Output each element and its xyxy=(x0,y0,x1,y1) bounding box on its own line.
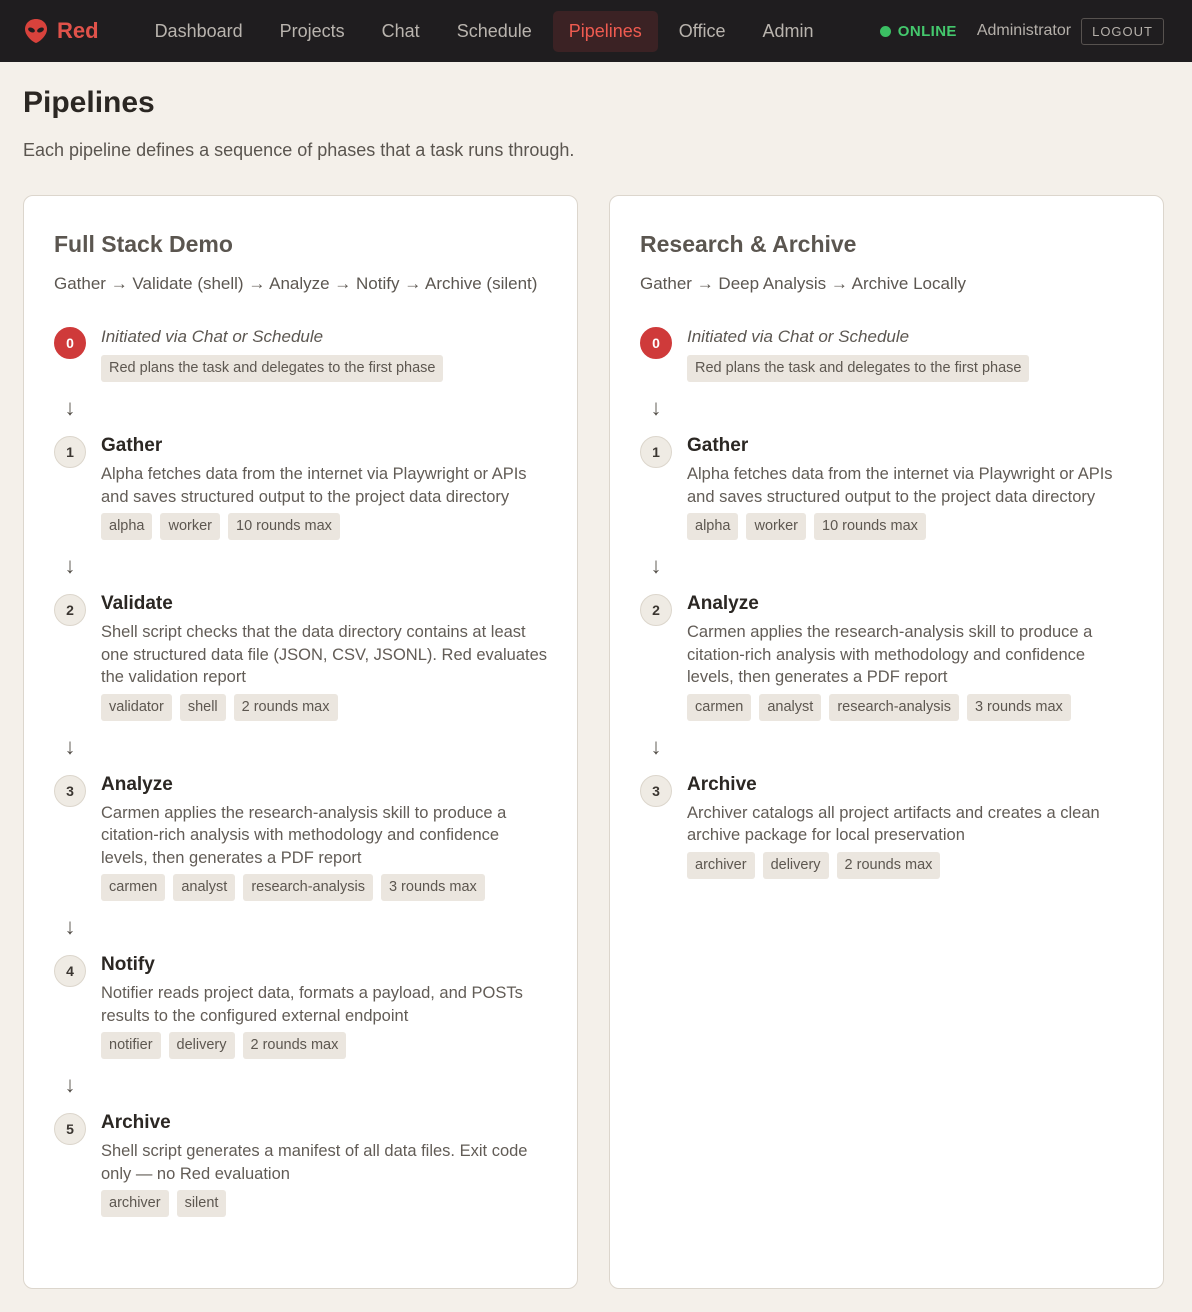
phase-tag: worker xyxy=(746,513,806,540)
arrow-down-icon: ↓ xyxy=(64,1072,76,1097)
phase-description: Archiver catalogs all project artifacts and creates a clean archive package for local preservation xyxy=(687,803,1100,844)
phase-notify xyxy=(54,953,547,1059)
phase-start xyxy=(640,325,1133,382)
phase-tag: 2 rounds max xyxy=(837,852,941,879)
nav-item-schedule[interactable]: Schedule xyxy=(456,20,532,41)
arrow-down-icon: ↓ xyxy=(64,395,76,420)
phase-body xyxy=(101,592,547,721)
topbar-right xyxy=(880,18,1164,45)
phase-body xyxy=(687,325,1133,382)
phase-tags xyxy=(101,1032,547,1059)
phase-number-badge: 5 xyxy=(54,1113,86,1145)
phase-name: Notify xyxy=(101,954,155,975)
pipeline-card xyxy=(23,195,578,1289)
arrow-down-icon: ↓ xyxy=(64,553,76,578)
phase-body xyxy=(101,773,547,902)
phase-number-badge: 1 xyxy=(640,436,672,468)
nav-item-office[interactable]: Office xyxy=(678,20,726,41)
connection-status xyxy=(880,23,957,40)
pipeline-title: Full Stack Demo xyxy=(54,231,233,257)
phase-tag: analyst xyxy=(173,874,235,901)
pipeline-flow-summary: Gather → Deep Analysis → Archive Locally xyxy=(640,274,966,293)
phase-description: Shell script checks that the data directory contains at least one structured data file (JSON, CSV, JSONL). Red evaluates the validation report xyxy=(101,623,548,686)
phase-tag: carmen xyxy=(687,694,751,721)
phase-name: Analyze xyxy=(101,773,173,795)
phase-body xyxy=(101,1111,547,1217)
phase-tag: notifier xyxy=(101,1032,161,1059)
pipeline-cards xyxy=(23,195,1169,1289)
phase-tag: carmen xyxy=(101,874,165,901)
phase-list xyxy=(640,325,1133,879)
pipeline-title: Research & Archive xyxy=(640,231,857,257)
phase-tag: 3 rounds max xyxy=(381,874,485,901)
phase-tag: Red plans the task and delegates to the first phase xyxy=(687,355,1029,382)
phase-description: Alpha fetches data from the internet via Playwright or APIs and saves structured output to the project data directory xyxy=(101,465,527,506)
phase-tags xyxy=(687,852,1133,879)
logout-button[interactable]: LOGOUT xyxy=(1081,18,1164,45)
phase-tags xyxy=(101,355,547,382)
phase-tag: archiver xyxy=(687,852,755,879)
phase-number-badge: 3 xyxy=(640,775,672,807)
phase-tag: delivery xyxy=(763,852,829,879)
phase-number-badge: 2 xyxy=(54,594,86,626)
phase-number-badge: 2 xyxy=(640,594,672,626)
phase-number-badge: 1 xyxy=(54,436,86,468)
phase-tags xyxy=(687,513,1133,540)
arrow-down-icon: ↓ xyxy=(650,733,662,759)
phase-analyze xyxy=(640,592,1133,721)
phase-tag: shell xyxy=(180,694,226,721)
nav-item-pipelines[interactable]: Pipelines xyxy=(553,11,658,52)
phase-body xyxy=(687,434,1133,540)
phase-tag: validator xyxy=(101,694,172,721)
phase-name: Gather xyxy=(101,435,163,456)
alien-head-icon xyxy=(24,18,48,44)
brand-name: Red xyxy=(57,18,99,43)
phase-tags xyxy=(101,874,547,901)
phase-description: Shell script generates a manifest of all data files. Exit code only — no Red evaluation xyxy=(101,1142,528,1183)
pipeline-card xyxy=(609,195,1164,1289)
phase-tag: analyst xyxy=(759,694,821,721)
phase-tag: 10 rounds max xyxy=(228,513,340,540)
phase-number-badge: 0 xyxy=(54,327,86,359)
phase-number-badge: 0 xyxy=(640,327,672,359)
phase-analyze xyxy=(54,773,547,902)
phase-body xyxy=(101,434,547,540)
user-name: Administrator xyxy=(976,22,1072,39)
phase-description: Notifier reads project data, formats a payload, and POSTs results to the configured external endpoint xyxy=(101,984,523,1025)
phase-description: Alpha fetches data from the internet via Playwright or APIs and saves structured output to the project data directory xyxy=(687,465,1113,506)
phase-tag: alpha xyxy=(101,513,152,540)
status-label: ONLINE xyxy=(897,22,957,40)
phase-archive xyxy=(640,773,1133,879)
pipeline-flow-summary: Gather → Validate (shell) → Analyze → Notify → Archive (silent) xyxy=(54,274,538,293)
arrow-down-icon: ↓ xyxy=(64,914,76,939)
phase-tag: delivery xyxy=(169,1032,235,1059)
arrow-down-icon: ↓ xyxy=(650,553,662,578)
phase-name: Gather xyxy=(687,435,749,456)
top-navigation-bar xyxy=(0,0,1192,62)
phase-trigger-label: Initiated via Chat or Schedule xyxy=(687,327,910,346)
phase-tag: alpha xyxy=(687,513,738,540)
phase-tags xyxy=(687,694,1133,721)
phase-tag: 3 rounds max xyxy=(967,694,1071,721)
phase-tags xyxy=(687,355,1133,382)
nav-item-projects[interactable]: Projects xyxy=(279,20,345,41)
phase-tag: 10 rounds max xyxy=(814,513,926,540)
phase-description: Carmen applies the research-analysis skill to produce a citation-rich analysis with methodology and confidence levels, then generates a PDF report xyxy=(101,803,507,867)
phase-start xyxy=(54,325,547,382)
nav-item-chat[interactable]: Chat xyxy=(381,20,420,41)
phase-name: Validate xyxy=(101,593,173,614)
phase-body xyxy=(101,325,547,382)
arrow-down-icon: ↓ xyxy=(650,395,662,420)
phase-name: Archive xyxy=(101,1112,171,1133)
phase-gather xyxy=(640,434,1133,540)
phase-body xyxy=(101,953,547,1059)
phase-tags xyxy=(101,513,547,540)
arrow-down-icon: ↓ xyxy=(64,733,76,759)
phase-tag: Red plans the task and delegates to the first phase xyxy=(101,355,443,382)
page-title: Pipelines xyxy=(23,86,155,119)
phase-number-badge: 3 xyxy=(54,775,86,807)
phase-number-badge: 4 xyxy=(54,955,86,987)
nav-item-admin[interactable]: Admin xyxy=(762,20,814,41)
phase-tag: silent xyxy=(177,1190,227,1217)
phase-gather xyxy=(54,434,547,540)
phase-tag: 2 rounds max xyxy=(234,694,338,721)
phase-tag: worker xyxy=(160,513,220,540)
status-dot-icon xyxy=(880,26,891,37)
phase-validate xyxy=(54,592,547,721)
phase-name: Analyze xyxy=(687,593,759,614)
phase-tag: archiver xyxy=(101,1190,169,1217)
phase-tag: research-analysis xyxy=(829,694,959,721)
phase-archive xyxy=(54,1111,547,1217)
phase-tags xyxy=(101,694,547,721)
phase-body xyxy=(687,773,1133,879)
main-nav xyxy=(139,11,830,52)
page-content xyxy=(0,86,1192,1289)
phase-tags xyxy=(101,1190,547,1217)
phase-list xyxy=(54,325,547,1217)
phase-name: Archive xyxy=(687,773,757,795)
phase-description: Carmen applies the research-analysis skill to produce a citation-rich analysis with methodology and confidence levels, then generates a PDF report xyxy=(687,623,1093,686)
phase-body xyxy=(687,592,1133,721)
phase-tag: research-analysis xyxy=(243,874,373,901)
phase-tag: 2 rounds max xyxy=(243,1032,347,1059)
brand-logo[interactable] xyxy=(24,18,99,44)
phase-trigger-label: Initiated via Chat or Schedule xyxy=(101,327,324,346)
nav-item-dashboard[interactable]: Dashboard xyxy=(154,20,243,41)
page-subtitle: Each pipeline defines a sequence of phases that a task runs through. xyxy=(23,140,575,160)
